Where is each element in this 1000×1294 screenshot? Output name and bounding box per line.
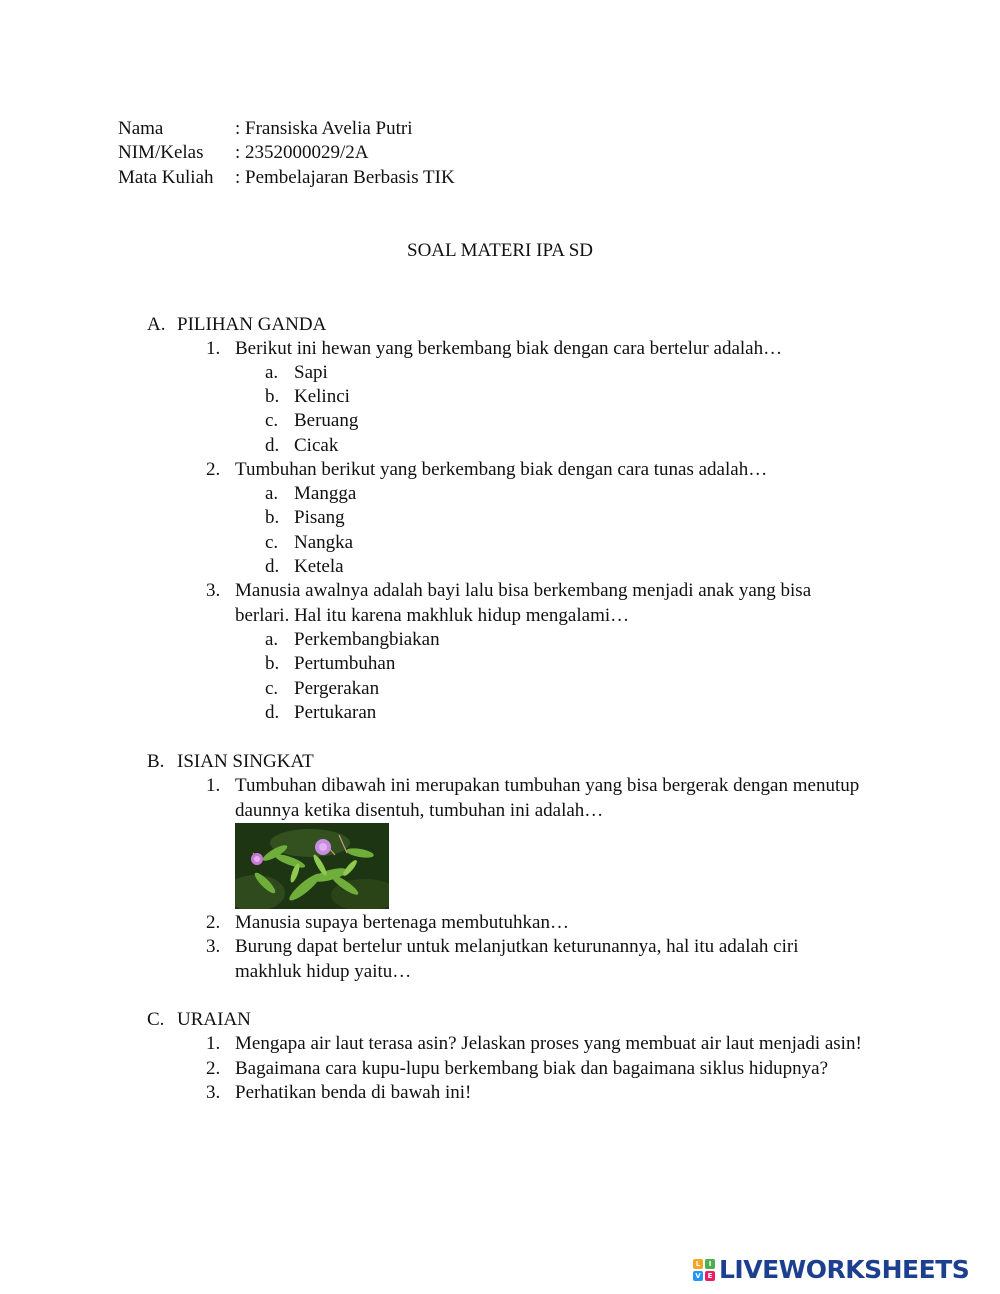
- option-letter: b.: [265, 507, 280, 528]
- info-label-matkul: Mata Kuliah: [118, 167, 214, 188]
- section-letter: A.: [147, 314, 166, 335]
- option-text: Beruang: [294, 410, 359, 431]
- option-letter: b.: [265, 386, 280, 407]
- option-text: Pisang: [294, 507, 345, 528]
- question-number: 3.: [206, 580, 221, 601]
- question-text-continued: berlari. Hal itu karena makhluk hidup mengalami…: [235, 605, 630, 626]
- option-text: Pergerakan: [294, 678, 380, 699]
- question-text-continued: makhluk hidup yaitu…: [235, 961, 412, 982]
- option-letter: d.: [265, 702, 280, 723]
- section-title-uraian: URAIAN: [177, 1009, 251, 1030]
- option-letter: a.: [265, 483, 279, 504]
- info-value-nim: : 2352000029/2A: [235, 142, 369, 163]
- info-label-nim: NIM/Kelas: [118, 142, 204, 163]
- section-title-isian-singkat: ISIAN SINGKAT: [177, 751, 314, 772]
- option-letter: d.: [265, 435, 280, 456]
- option-text: Pertukaran: [294, 702, 377, 723]
- info-value-matkul: : Pembelajaran Berbasis TIK: [235, 167, 455, 188]
- brand-name: LIVEWORKSHEETS: [719, 1255, 970, 1284]
- option-text: Nangka: [294, 532, 354, 553]
- mimosa-plant-image: [235, 823, 389, 909]
- question-text: Bagaimana cara kupu-lupu berkembang biak dan bagaimana siklus hidupnya?: [235, 1058, 829, 1079]
- question-number: 2.: [206, 912, 221, 933]
- question-text: Burung dapat bertelur untuk melanjutkan keturunannya, hal itu adalah ciri: [235, 936, 799, 957]
- logo-block: E: [705, 1271, 715, 1281]
- question-text: Mengapa air laut terasa asin? Jelaskan proses yang membuat air laut menjadi asin!: [235, 1033, 862, 1054]
- question-number: 3.: [206, 936, 221, 957]
- question-text: Manusia awalnya adalah bayi lalu bisa berkembang menjadi anak yang bisa: [235, 580, 812, 601]
- option-letter: a.: [265, 362, 279, 383]
- option-letter: c.: [265, 532, 279, 553]
- question-number: 1.: [206, 775, 221, 796]
- logo-block: L: [693, 1259, 703, 1269]
- section-letter: B.: [147, 751, 165, 772]
- info-value-nama: : Fransiska Avelia Putri: [235, 118, 413, 139]
- question-text: Manusia supaya bertenaga membutuhkan…: [235, 912, 569, 933]
- question-number: 1.: [206, 338, 221, 359]
- option-letter: c.: [265, 410, 279, 431]
- question-text: Perhatikan benda di bawah ini!: [235, 1082, 472, 1103]
- option-text: Kelinci: [294, 386, 350, 407]
- question-number: 2.: [206, 1058, 221, 1079]
- question-number: 1.: [206, 1033, 221, 1054]
- option-text: Pertumbuhan: [294, 653, 396, 674]
- section-title-pilihan-ganda: PILIHAN GANDA: [177, 314, 327, 335]
- info-label-nama: Nama: [118, 118, 164, 139]
- option-letter: b.: [265, 653, 280, 674]
- section-letter: C.: [147, 1009, 165, 1030]
- logo-block: V: [693, 1271, 703, 1281]
- question-number: 3.: [206, 1082, 221, 1103]
- option-text: Sapi: [294, 362, 328, 383]
- question-text-continued: daunnya ketika disentuh, tumbuhan ini adalah…: [235, 800, 604, 821]
- question-number: 2.: [206, 459, 221, 480]
- liveworksheets-logo: [693, 1256, 969, 1284]
- question-text: Tumbuhan dibawah ini merupakan tumbuhan yang bisa bergerak dengan menutup: [235, 775, 860, 796]
- option-letter: d.: [265, 556, 280, 577]
- liveworksheets-logo-icon: [693, 1259, 715, 1281]
- logo-block: I: [705, 1259, 715, 1269]
- option-text: Perkembangbiakan: [294, 629, 440, 650]
- option-text: Ketela: [294, 556, 344, 577]
- mimosa-plant-icon: [235, 823, 389, 909]
- question-text: Berikut ini hewan yang berkembang biak dengan cara bertelur adalah…: [235, 338, 783, 359]
- option-text: Cicak: [294, 435, 339, 456]
- question-text: Tumbuhan berikut yang berkembang biak dengan cara tunas adalah…: [235, 459, 768, 480]
- option-text: Mangga: [294, 483, 357, 504]
- option-letter: c.: [265, 678, 279, 699]
- page-title: SOAL MATERI IPA SD: [407, 240, 593, 261]
- option-letter: a.: [265, 629, 279, 650]
